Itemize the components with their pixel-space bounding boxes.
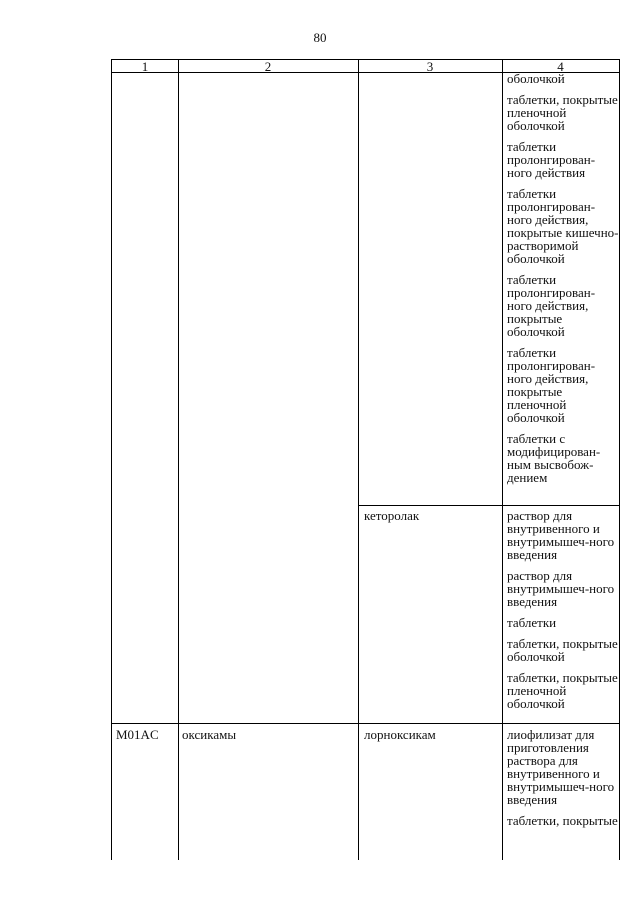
dosage-form: таблетки, покрытые пленочной оболочкой: [507, 92, 618, 133]
dosage-form: таблетки пролонгирован-ного действия, покрытые пленочной оболочкой: [507, 345, 596, 425]
atc-code: M01AC: [116, 727, 159, 742]
continuation-forms-cell: [507, 72, 619, 484]
dosage-form: таблетки, покрытые пленочной оболочкой: [507, 670, 618, 711]
dosage-form: лиофилизат для приготовления раствора для внутривенного и внутримышеч-ного введения: [507, 727, 615, 807]
header-col-2: 2: [264, 59, 272, 74]
header-col-1: 1: [141, 59, 149, 74]
ketorolac-forms-cell: [507, 509, 619, 710]
lornoxicam-forms-cell: [507, 728, 619, 827]
dosage-form: раствор для внутривенного и внутримышеч-ного введения: [507, 508, 615, 562]
dosage-form: таблетки: [507, 615, 557, 630]
column-divider: [619, 59, 620, 860]
drug-table: [111, 59, 620, 860]
dosage-form: таблетки пролонгирован-ного действия, покрытые оболочкой: [507, 272, 596, 339]
drug-group: оксикамы: [182, 727, 237, 742]
dosage-form: раствор для внутримышеч-ного введения: [507, 568, 615, 609]
row-divider: [112, 723, 620, 724]
header-col-4: 4: [557, 59, 564, 74]
header-col-3: 3: [426, 59, 434, 74]
column-divider: [502, 59, 503, 860]
row-divider: [358, 505, 620, 506]
dosage-form: таблетки пролонгирован-ного действия: [507, 139, 596, 180]
dosage-form: таблетки с модифицирован-ным высвобож-дением: [507, 431, 601, 485]
column-divider: [358, 59, 359, 860]
dosage-form: таблетки, покрытые: [507, 813, 618, 828]
ketorolac-name: кеторолак: [364, 508, 420, 523]
dosage-form: оболочкой: [507, 71, 565, 86]
dosage-form: таблетки, покрытые оболочкой: [507, 636, 618, 664]
lornoxicam-name: лорноксикам: [364, 727, 436, 742]
dosage-form: таблетки пролонгирован-ного действия, покрытые кишечно-растворимой оболочкой: [507, 186, 619, 266]
column-divider: [178, 59, 179, 860]
page-number: 80: [313, 30, 327, 45]
